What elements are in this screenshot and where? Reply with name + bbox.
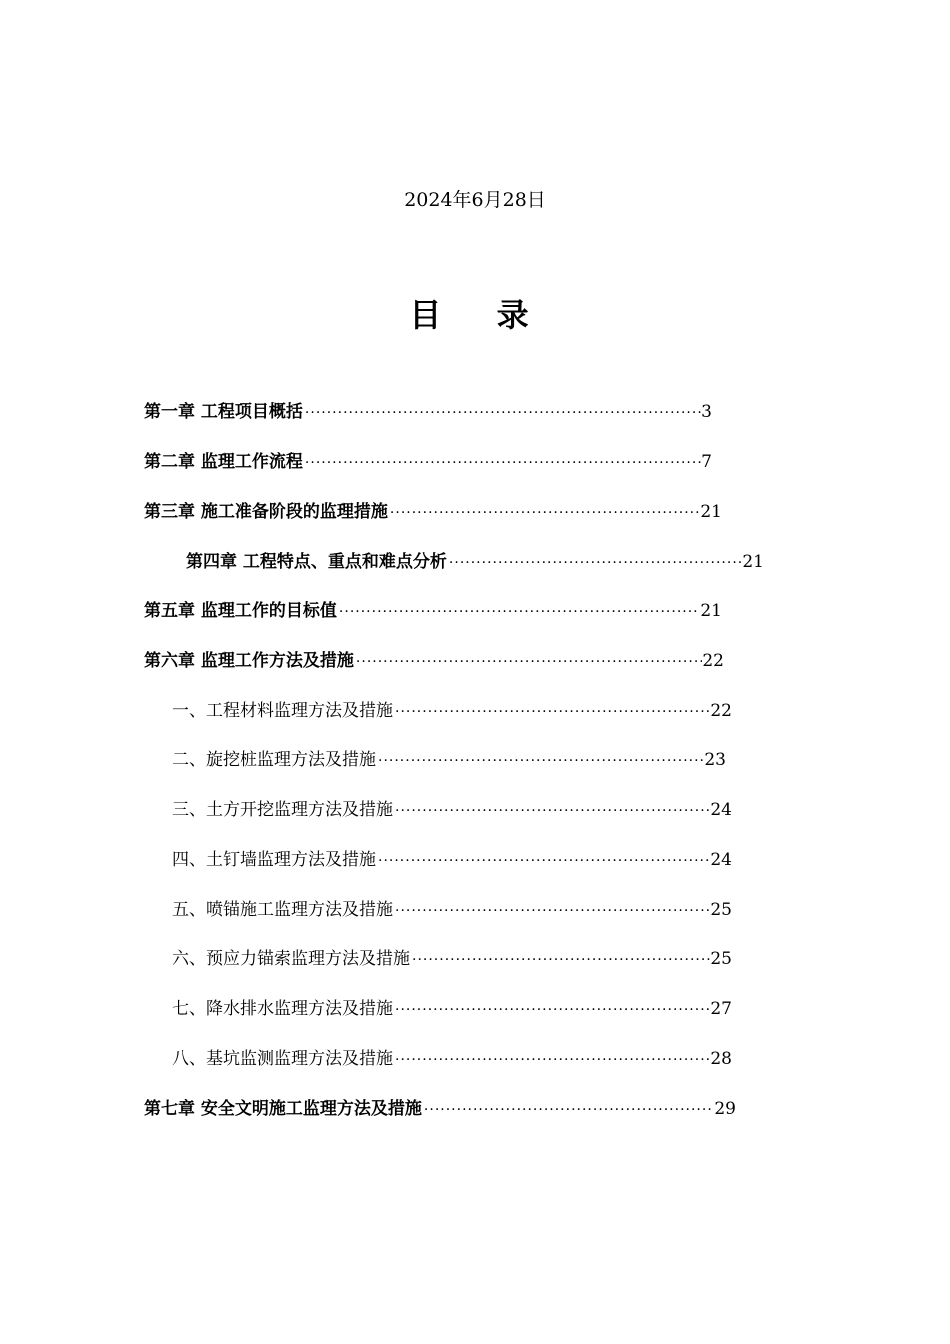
toc-leader-dots — [393, 699, 710, 725]
toc-entry-page: 3 — [701, 402, 712, 422]
toc-leader-dots — [337, 599, 700, 625]
toc-entry[interactable] — [144, 598, 722, 624]
toc-entry-page: 23 — [704, 750, 726, 770]
toc-entry-page: 7 — [701, 452, 712, 472]
toc-entry-label: 第四章 工程特点、重点和难点分析 — [186, 552, 447, 572]
toc-entry-page: 22 — [702, 651, 724, 671]
toc-leader-dots — [422, 1097, 714, 1123]
toc-entry-label: 五、喷锚施工监理方法及措施 — [172, 900, 393, 920]
toc-entry-page: 24 — [710, 850, 732, 870]
toc-entry-label: 第五章 监理工作的目标值 — [144, 601, 337, 621]
toc-entry[interactable] — [172, 946, 732, 972]
toc-entry[interactable] — [172, 996, 732, 1022]
toc-entry-label: 二、旋挖桩监理方法及措施 — [172, 750, 376, 770]
toc-entry-page: 27 — [710, 999, 732, 1019]
toc-entry-label: 第七章 安全文明施工监理方法及措施 — [144, 1099, 422, 1119]
toc-entry[interactable] — [144, 648, 724, 674]
toc-entry-label: 一、工程材料监理方法及措施 — [172, 701, 393, 721]
toc-leader-dots — [354, 649, 702, 675]
toc-entry[interactable] — [144, 399, 712, 425]
toc-entry[interactable] — [172, 897, 732, 923]
toc-leader-dots — [376, 848, 710, 874]
toc-entry-page: 21 — [700, 502, 722, 522]
toc-entry-page: 25 — [710, 900, 732, 920]
toc-heading: 目 录 — [409, 296, 551, 334]
toc-leader-dots — [376, 748, 704, 774]
toc-entry[interactable] — [172, 698, 732, 724]
toc-leader-dots — [303, 400, 701, 426]
toc-entry[interactable] — [144, 1096, 736, 1122]
toc-entry[interactable] — [144, 449, 712, 475]
toc-entry[interactable] — [172, 847, 732, 873]
toc-entry-label: 第一章 工程项目概括 — [144, 402, 303, 422]
toc-entry[interactable] — [144, 499, 722, 525]
toc-entry-page: 21 — [700, 601, 722, 621]
toc-entry-label: 七、降水排水监理方法及措施 — [172, 999, 393, 1019]
toc-entry-page: 21 — [742, 552, 764, 572]
toc-entry-page: 29 — [714, 1099, 736, 1119]
toc-entry-label: 第二章 监理工作流程 — [144, 452, 303, 472]
toc-entry-label: 三、土方开挖监理方法及措施 — [172, 800, 393, 820]
toc-entry[interactable] — [186, 549, 764, 575]
toc-leader-dots — [393, 898, 710, 924]
toc-entry-page: 28 — [710, 1049, 732, 1069]
toc-entry-label: 第六章 监理工作方法及措施 — [144, 651, 354, 671]
toc-leader-dots — [393, 798, 710, 824]
toc-leader-dots — [410, 947, 710, 973]
toc-leader-dots — [447, 550, 742, 576]
toc-entry-label: 四、土钉墙监理方法及措施 — [172, 850, 376, 870]
toc-leader-dots — [303, 450, 701, 476]
toc-entry[interactable] — [172, 747, 726, 773]
toc-entry-page: 22 — [710, 701, 732, 721]
toc-leader-dots — [388, 500, 700, 526]
toc-leader-dots — [393, 1047, 710, 1073]
toc-entry-page: 24 — [710, 800, 732, 820]
document-date: 2024年6月28日 — [404, 189, 546, 211]
toc-entry[interactable] — [172, 1046, 732, 1072]
toc-entry-label: 六、预应力锚索监理方法及措施 — [172, 949, 410, 969]
toc-entry[interactable] — [172, 797, 732, 823]
toc-leader-dots — [393, 997, 710, 1023]
toc-entry-page: 25 — [710, 949, 732, 969]
toc-entry-label: 八、基坑监测监理方法及措施 — [172, 1049, 393, 1069]
toc-entry-label: 第三章 施工准备阶段的监理措施 — [144, 502, 388, 522]
